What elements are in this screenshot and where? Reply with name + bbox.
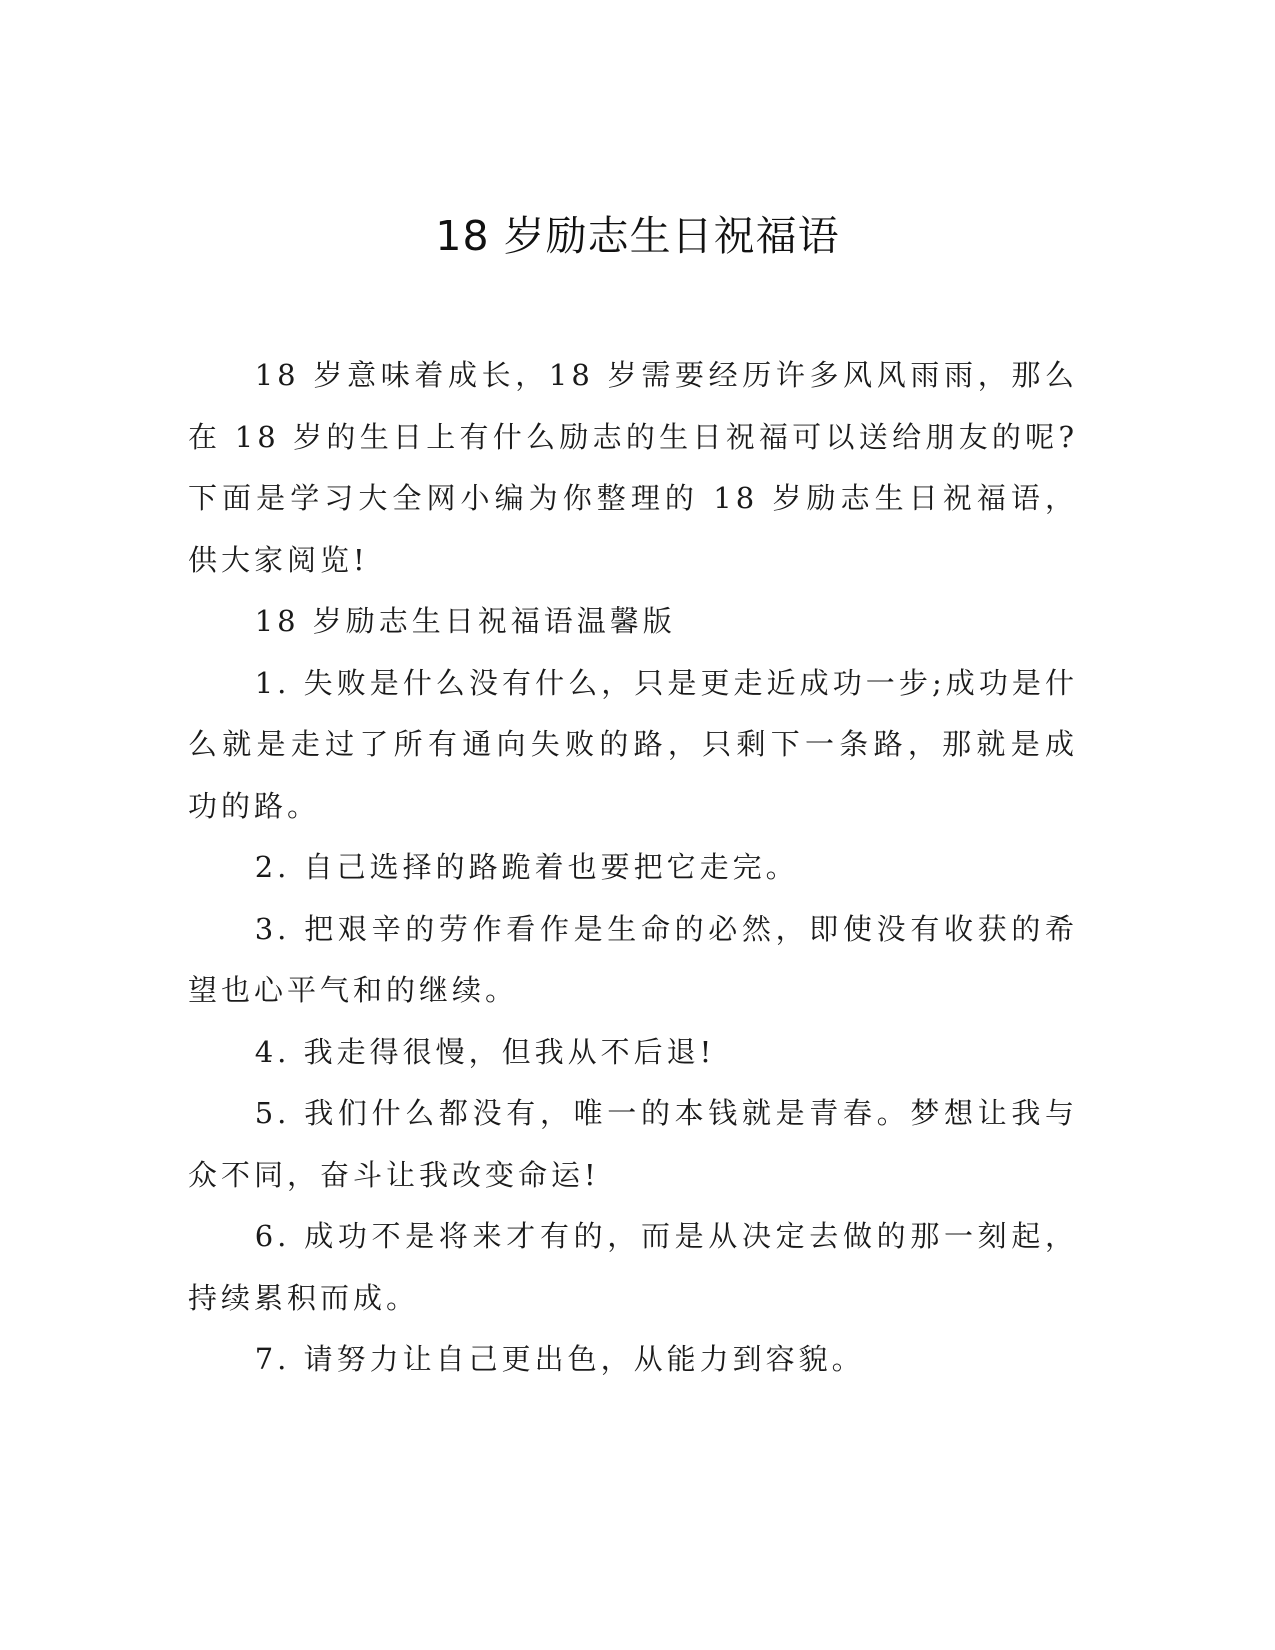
list-item: 7. 请努力让自己更出色，从能力到容貌。 [254,1342,865,1376]
intro-paragraph: 18 岁意味着成长，18 岁需要经历许多风风雨雨，那么在 18 岁的生日上有什么励志的生日祝福可以送给朋友的呢?下面是学习大全网小编为你整理的 18 岁励志生日祝福语，供大家阅览! [188,358,1078,577]
list-item: 1. 失败是什么没有什么，只是更走近成功一步;成功是什么就是走过了所有通向失败的路，只剩下一条路，那就是成功的路。 [188,665,1078,823]
list-item: 5. 我们什么都没有，唯一的本钱就是青春。梦想让我与众不同，奋斗让我改变命运! [188,1096,1078,1192]
list-item: 2. 自己选择的路跪着也要把它走完。 [254,850,799,884]
document-body [188,345,1078,1391]
list-item: 3. 把艰辛的劳作看作是生命的必然，即使没有收获的希望也心平气和的继续。 [188,911,1078,1007]
list-item: 4. 我走得很慢，但我从不后退! [254,1034,716,1069]
list-item: 6. 成功不是将来才有的，而是从决定去做的那一刻起，持续累积而成。 [188,1219,1078,1315]
document-title: 18 岁励志生日祝福语 [435,212,840,260]
section-heading: 18 岁励志生日祝福语温馨版 [254,604,676,638]
